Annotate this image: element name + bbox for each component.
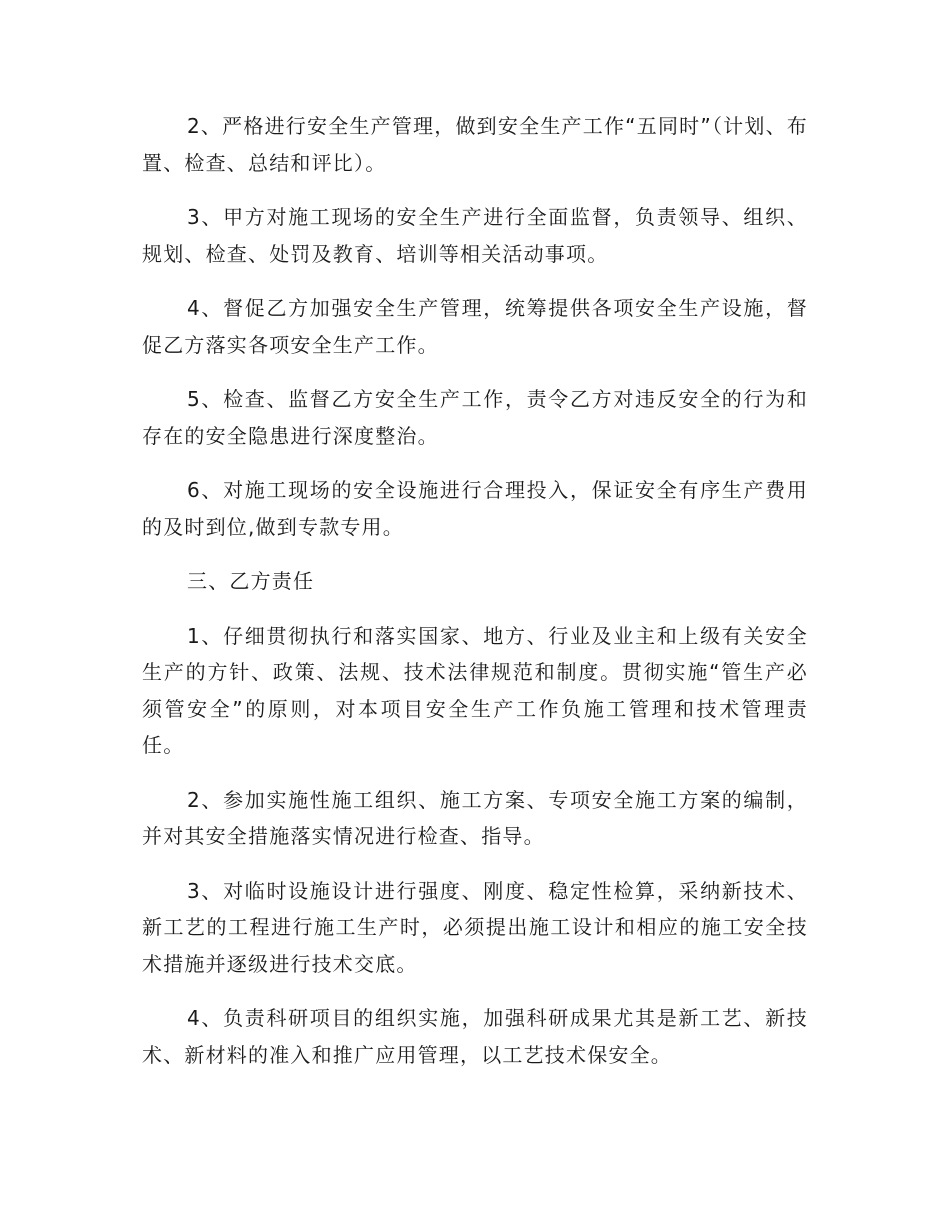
clause-paragraph: 2、严格进行安全生产管理，做到安全生产工作“五同时”（计划、布置、检查、总结和评比）。 (142, 114, 808, 175)
clause-paragraph: 2、参加实施性施工组织、施工方案、专项安全施工方案的编制，并对其安全措施落实情况进行检查、指导。 (142, 787, 808, 848)
clause-paragraph: 1、仔细贯彻执行和落实国家、地方、行业及业主和上级有关安全生产的方针、政策、法规、技术法律规范和制度。贯彻实施“管生产必须管安全”的原则，对本项目安全生产工作负施工管理和技术管理责任。 (142, 623, 808, 757)
clause-paragraph: 5、检查、监督乙方安全生产工作，责令乙方对违反安全的行为和存在的安全隐患进行深度整治。 (142, 387, 808, 448)
clause-paragraph: 6、对施工现场的安全设施进行合理投入，保证安全有序生产费用的及时到位,做到专款专用。 (142, 478, 808, 539)
clause-paragraph: 3、对临时设施设计进行强度、刚度、稳定性检算，采纳新技术、新工艺的工程进行施工生产时，必须提出施工设计和相应的施工安全技术措施并逐级进行技术交底。 (142, 878, 808, 976)
clause-paragraph: 4、负责科研项目的组织实施，加强科研成果尤其是新工艺、新技术、新材料的准入和推广应用管理，以工艺技术保安全。 (142, 1006, 808, 1067)
clause-paragraph: 4、督促乙方加强安全生产管理，统筹提供各项安全生产设施，督促乙方落实各项安全生产工作。 (142, 296, 808, 357)
section-heading: 三、乙方责任 (187, 569, 315, 593)
document-body (142, 108, 808, 1091)
clause-paragraph: 3、甲方对施工现场的安全生产进行全面监督，负责领导、组织、规划、检查、处罚及教育、培训等相关活动事项。 (142, 205, 808, 266)
